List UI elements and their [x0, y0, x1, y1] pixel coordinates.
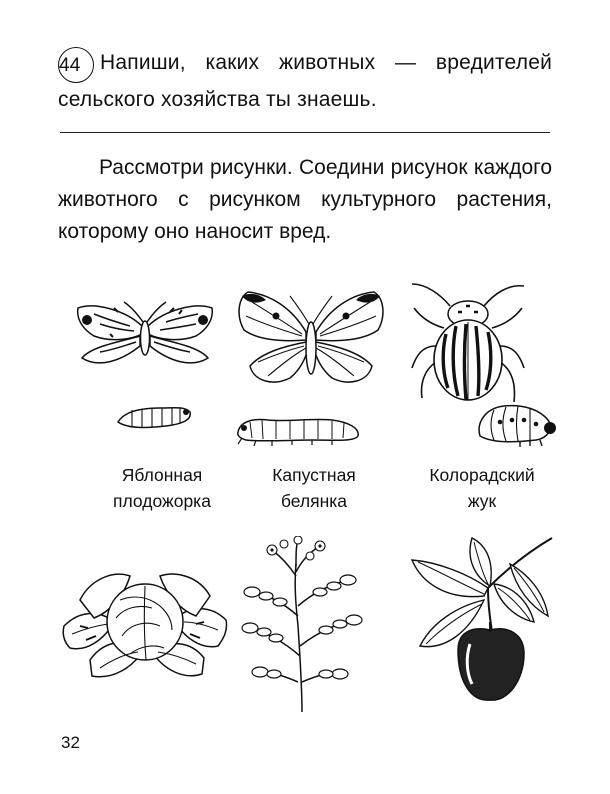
animal-label-colorado-beetle [412, 462, 552, 514]
animal-label-line: жук [467, 491, 497, 511]
cabbage-caterpillar-icon[interactable] [232, 408, 364, 448]
task-number-badge: 44 [58, 47, 94, 83]
colorado-larva-icon[interactable] [470, 398, 560, 448]
cabbage-butterfly-icon[interactable] [232, 286, 390, 392]
potato-plant-icon[interactable] [236, 536, 370, 716]
task-question-text: Напиши, каких животных — вредителей сельского хозяйства ты знаешь. [58, 51, 552, 111]
task-question [58, 46, 552, 116]
instruction-text: Рассмотри рисунки. Соедини рисунок каждого животного с рисунком культурного растения, которому оно наносит вред. [58, 156, 552, 243]
animal-label-line: белянка [280, 491, 348, 511]
colorado-beetle-icon[interactable] [400, 276, 536, 414]
animal-label-line: Яблонная [121, 465, 203, 485]
apple-branch-icon[interactable] [398, 534, 558, 712]
animal-label-line: плодожорка [113, 491, 211, 511]
page-number: 32 [61, 733, 80, 752]
animal-label-line: Колорадский [429, 465, 535, 485]
animal-label-line: Капустная [272, 465, 356, 485]
answer-line[interactable] [60, 132, 550, 133]
cabbage-icon[interactable] [60, 560, 230, 690]
animal-label-codling-moth [92, 462, 232, 514]
codling-moth-icon[interactable] [70, 296, 220, 376]
codling-caterpillar-icon[interactable] [112, 398, 194, 432]
animal-label-cabbage-white [244, 462, 384, 514]
